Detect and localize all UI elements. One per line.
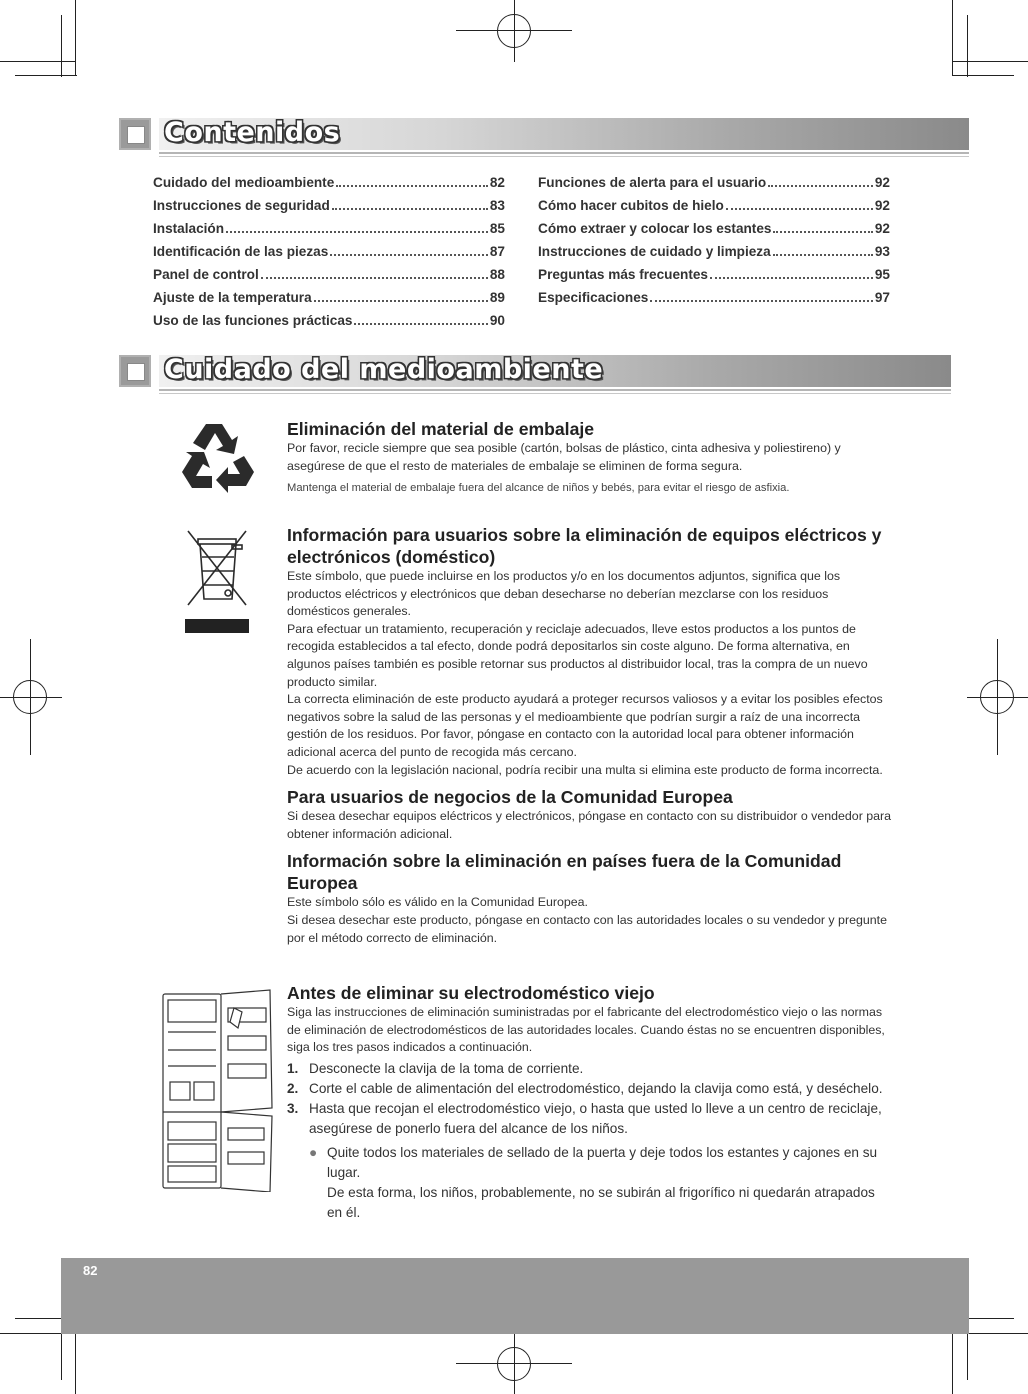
crossed-bin-icon: [180, 527, 252, 637]
old-appliance-block: [287, 982, 893, 1223]
outside-paragraph: Este símbolo sólo es válido en la Comunidad Europea.: [287, 895, 588, 910]
toc-entry[interactable]: Cómo extraer y colocar los estantes 92: [538, 221, 890, 236]
toc-entry[interactable]: Panel de control 88: [153, 267, 505, 282]
outside-paragraph: Si desea desechar este producto, póngase en contacto con las autoridades locales o su vendedor y pregunte por el método correcto de eliminación.: [287, 912, 887, 945]
toc-entry[interactable]: Instalación 85: [153, 221, 505, 236]
toc-entry[interactable]: Uso de las funciones prácticas 90: [153, 313, 505, 328]
list-item: 1. Desconecte la clavija de la toma de corriente.: [287, 1060, 584, 1076]
packaging-block: [287, 418, 893, 498]
bullet-note: De esta forma, los niños, probablemente, no se subirán al frigorífico ni quedarán atrapados en él.: [327, 1184, 875, 1220]
section-square-icon: [119, 118, 151, 150]
toc-entry[interactable]: Preguntas más frecuentes 95: [538, 267, 890, 282]
page-number: 82: [83, 1263, 98, 1278]
toc-left-column: [153, 175, 505, 336]
section-header: [119, 355, 951, 387]
toc-title: Contenidos: [164, 117, 341, 148]
old-appliance-heading: Antes de eliminar su electrodoméstico viejo: [287, 983, 655, 1003]
outside-heading: Información sobre la eliminación en países fuera de la Comunidad Europea: [287, 851, 842, 894]
packaging-heading: Eliminación del material de embalaje: [287, 419, 595, 439]
toc-entry[interactable]: Funciones de alerta para el usuario 92: [538, 175, 890, 190]
steps-list: [287, 1059, 893, 1139]
toc-entry[interactable]: Instrucciones de seguridad 83: [153, 198, 505, 213]
weee-paragraph: La correcta eliminación de este producto ayudará a proteger recursos valiosos y a evitar los posibles efectos negativos sobre la salud de las personas y el medioambiente que podrían surgir a raíz de una incorrecta gestión de los residuos. Por favor, póngase en contacto con la autoridad local para obtener información adicional acerca del punto de recogida más cercano.: [287, 692, 883, 759]
list-item: 3. Hasta que recojan el electrodoméstico viejo, o hasta que usted lo lleve a un centro de reciclaje, asegúrese de ponerlo fuera del alcance de los niños.: [287, 1100, 882, 1136]
toc-entry[interactable]: Cómo hacer cubitos de hielo 92: [538, 198, 890, 213]
toc-entry[interactable]: Identificación de las piezas 87: [153, 244, 505, 259]
page-footer: [61, 1258, 969, 1334]
weee-paragraph: De acuerdo con la legislación nacional, podría recibir una multa si elimina este producto de forma incorrecta.: [287, 762, 883, 777]
open-fridge-illustration: [160, 988, 278, 1192]
business-heading: Para usuarios de negocios de la Comunidad Europea: [287, 787, 733, 808]
weee-paragraph: Para efectuar un tratamiento, recuperación y reciclaje adecuados, lleve estos productos a los puntos de recogida establecidos a tal efecto, donde podrá depositarlos sin coste alguno. De forma alternativa, en algunos países también es posible retornar sus productos al distribuidor local, tras la compra de un nuevo producto similar.: [287, 621, 868, 689]
section-title: Cuidado del medioambiente: [164, 354, 604, 385]
bullet-text: Quite todos los materiales de sellado de la puerta y deje todos los estantes y cajones en su lugar.: [327, 1144, 878, 1180]
toc-header: [119, 118, 969, 150]
packaging-note: Mantenga el material de embalaje fuera del alcance de niños y bebés, para evitar el riesgo de asfixia.: [287, 482, 790, 495]
bullet-item: [309, 1143, 893, 1223]
toc-entry[interactable]: Instrucciones de cuidado y limpieza 93: [538, 244, 890, 259]
weee-paragraph: Este símbolo, que puede incluirse en los productos y/o en los documentos adjuntos, significa que los productos eléctricos y electrónicos que deban desecharse no deberían mezclarse con los residuos domésticos generales.: [287, 569, 841, 619]
toc-entry[interactable]: Cuidado del medioambiente 82: [153, 175, 505, 190]
toc-entry[interactable]: Ajuste de la temperatura 89: [153, 290, 505, 305]
weee-block: [287, 524, 893, 947]
bullet-dot-icon: ●: [309, 1144, 318, 1160]
toc-right-column: [538, 175, 890, 313]
recycle-icon: [178, 420, 258, 496]
packaging-body: Por favor, recicle siempre que sea posible (cartón, bolsas de plástico, cinta adhesiva y poliestireno) y asegúrese de que el resto de materiales de embalaje se eliminen de forma segura.: [287, 441, 841, 473]
weee-heading: Información para usuarios sobre la eliminación de equipos eléctricos y electrónicos (doméstico): [287, 525, 882, 567]
business-body: Si desea desechar equipos eléctricos y electrónicos, póngase en contacto con su distribuidor o vendedor para obtener información adicional.: [287, 809, 892, 841]
list-item: 2. Corte el cable de alimentación del electrodoméstico, dejando la clavija como está, y deséchelo.: [287, 1080, 883, 1096]
section-square-icon: [119, 355, 151, 387]
toc-entry[interactable]: Especificaciones 97: [538, 290, 890, 305]
old-appliance-intro: Siga las instrucciones de eliminación suministradas por el fabricante del electrodoméstico viejo o las normas de eliminación de electrodomésticos de las autoridades locales. Cuando éstas no se encuentren disponibles, siga los tres pasos indicados a continuación.: [287, 1005, 885, 1055]
